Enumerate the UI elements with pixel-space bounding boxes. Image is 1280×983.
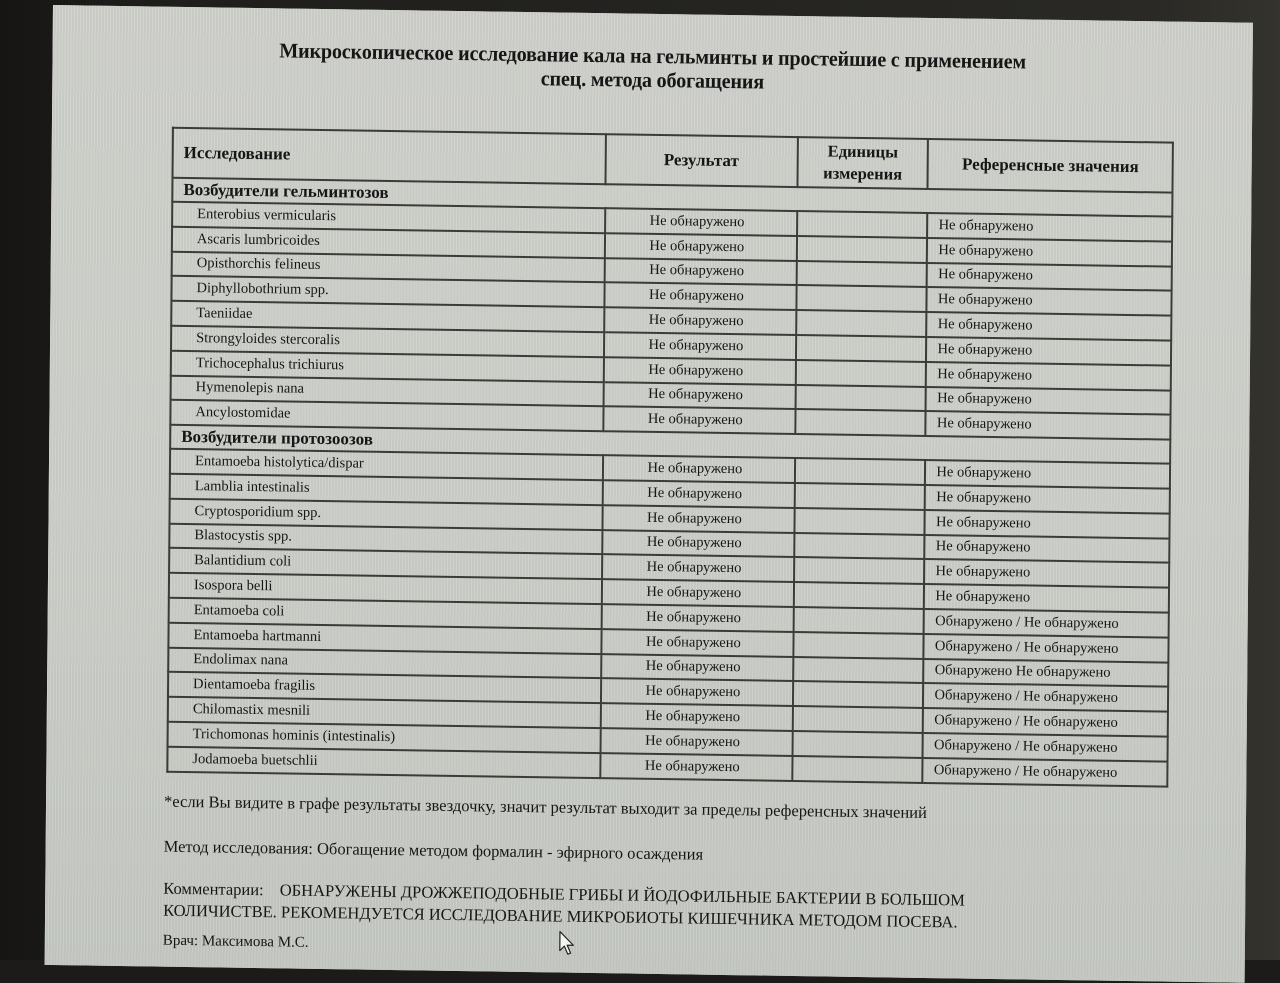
result-value: Не обнаружено	[601, 604, 793, 632]
units-value	[797, 236, 928, 263]
units-value	[793, 681, 924, 708]
reference-value: Обнаружено / Не обнаружено	[923, 708, 1168, 736]
units-value	[793, 632, 924, 659]
result-value: Не обнаружено	[601, 654, 793, 682]
pathogen-name: Isospora belli	[169, 573, 602, 604]
units-value	[797, 211, 928, 238]
result-value: Не обнаружено	[605, 208, 797, 236]
title-line-2: спец. метода обогащения	[540, 66, 765, 94]
pathogen-name: Strongyloides stercoralis	[171, 326, 604, 357]
pathogen-name: Dientamoeba fragilis	[168, 672, 601, 703]
reference-value: Не обнаружено	[925, 485, 1170, 513]
reference-value: Обнаружено / Не обнаружено	[924, 609, 1169, 637]
units-value	[796, 335, 927, 362]
reference-value: Не обнаружено	[926, 387, 1171, 415]
reference-value: Не обнаружено	[925, 535, 1170, 563]
reference-value: Не обнаружено	[924, 559, 1169, 587]
table-body	[167, 178, 1172, 786]
result-value: Не обнаружено	[604, 307, 796, 335]
reference-value: Не обнаружено	[925, 460, 1170, 488]
result-value: Не обнаружено	[603, 382, 795, 410]
result-value: Не обнаружено	[602, 505, 794, 533]
result-value: Не обнаружено	[600, 753, 792, 781]
section-title: Возбудители протозоозов	[170, 425, 1170, 464]
method-label: Метод исследования:	[163, 836, 314, 858]
reference-value: Не обнаружено	[926, 411, 1171, 439]
units-value	[794, 557, 925, 584]
reference-value: Не обнаружено	[927, 238, 1172, 266]
reference-value: Обнаружено / Не обнаружено	[923, 758, 1168, 786]
result-value: Не обнаружено	[602, 555, 794, 583]
mouse-pointer-icon	[558, 931, 578, 957]
header-units-line-1: Единицы	[827, 141, 899, 162]
pathogen-name: Endolimax nana	[168, 647, 601, 678]
result-value: Не обнаружено	[603, 407, 795, 435]
units-value	[796, 285, 927, 312]
result-value: Не обнаружено	[604, 283, 796, 311]
doctor-line	[163, 933, 309, 952]
units-value	[792, 756, 923, 783]
pathogen-name: Lamblia intestinalis	[170, 474, 603, 505]
units-value	[793, 607, 924, 634]
pathogen-name: Ancylostomidae	[170, 400, 603, 431]
result-value: Не обнаружено	[600, 728, 792, 756]
result-value: Не обнаружено	[604, 233, 796, 261]
reference-value: Не обнаружено	[927, 263, 1172, 291]
comments-block	[163, 878, 1063, 935]
method-value: Обогащение методом формалин - эфирного осаждения	[316, 838, 704, 864]
pathogen-name: Hymenolepis nana	[171, 375, 604, 406]
result-value: Не обнаружено	[602, 455, 794, 483]
pathogen-name: Enterobius vermicularis	[172, 202, 605, 233]
reference-value: Не обнаружено	[926, 337, 1171, 365]
result-value: Не обнаружено	[602, 530, 794, 558]
reference-value: Не обнаружено	[928, 213, 1173, 241]
title-line-1: Микроскопическое исследование кала на гельминты и простейшие с применением	[279, 38, 1027, 74]
units-value	[796, 261, 927, 288]
result-value: Не обнаружено	[602, 480, 794, 508]
pathogen-name: Diphyllobothrium spp.	[171, 276, 604, 307]
units-value	[795, 360, 926, 387]
pathogen-name: Entamoeba coli	[169, 598, 602, 629]
header-units	[797, 137, 928, 189]
units-value	[794, 508, 925, 535]
reference-value: Не обнаружено	[926, 362, 1171, 390]
reference-value: Не обнаружено	[925, 510, 1170, 538]
reference-value: Обнаружено / Не обнаружено	[924, 634, 1169, 662]
units-value	[792, 731, 923, 758]
reference-value: Не обнаружено	[924, 584, 1169, 612]
reference-value: Обнаружено / Не обнаружено	[923, 733, 1168, 761]
pathogen-name: Taeniidae	[171, 301, 604, 332]
units-value	[792, 706, 923, 733]
document-title	[76, 35, 1228, 100]
result-value: Не обнаружено	[601, 579, 793, 607]
pathogen-name: Entamoeba histolytica/dispar	[170, 449, 603, 480]
document-screen	[45, 5, 1253, 983]
pathogen-name: Ascaris lumbricoides	[172, 227, 605, 258]
pathogen-name: Cryptosporidium spp.	[169, 499, 602, 530]
method-line	[164, 837, 704, 865]
units-value	[795, 409, 926, 436]
comments-label: Комментарии:	[163, 878, 264, 900]
units-value	[795, 385, 926, 412]
pathogen-name: Chilomastix mesnili	[168, 697, 601, 728]
comments-value: ОБНАРУЖЕНЫ ДРОЖЖЕПОДОБНЫЕ ГРИБЫ И ЙОДОФИЛЬНЫЕ БАКТЕРИИ В БОЛЬШОМ КОЛИЧИСТВЕ. РЕКОМЕНДУЕТСЯ ИССЛЕДОВАНИЕ МИКРОБИОТЫ КИШЕЧНИКА МЕТОДОМ ПОСЕВА.	[163, 880, 965, 932]
reference-value: Обнаружено Не обнаружено	[924, 658, 1169, 686]
pathogen-name: Opisthorchis felineus	[172, 251, 605, 282]
result-value: Не обнаружено	[601, 629, 793, 657]
doctor-label: Врач:	[162, 932, 199, 950]
header-test: Исследование	[173, 128, 606, 184]
result-value: Не обнаружено	[603, 357, 795, 385]
header-result: Результат	[605, 134, 798, 187]
results-table	[166, 127, 1174, 787]
pathogen-name: Trichocephalus trichiurus	[171, 351, 604, 382]
result-value: Не обнаружено	[600, 678, 792, 706]
doctor-name: Максимова М.С.	[201, 933, 309, 951]
units-value	[794, 582, 925, 609]
reference-value: Не обнаружено	[927, 287, 1172, 315]
units-value	[793, 657, 924, 684]
asterisk-note: *если Вы видите в графе результаты звездочку, значит результат выходит за пределы референсных значений	[163, 791, 927, 822]
reference-value: Не обнаружено	[927, 312, 1172, 340]
units-value	[795, 458, 926, 485]
result-value: Не обнаружено	[603, 332, 795, 360]
result-value: Не обнаружено	[604, 258, 796, 286]
header-reference: Референсные значения	[928, 139, 1173, 193]
pathogen-name: Entamoeba hartmanni	[168, 622, 601, 653]
units-value	[794, 483, 925, 510]
pathogen-name: Blastocystis spp.	[169, 523, 602, 554]
pathogen-name: Trichomonas hominis (intestinalis)	[168, 722, 601, 753]
units-value	[794, 533, 925, 560]
header-units-line-2: измерения	[823, 163, 903, 184]
units-value	[796, 310, 927, 337]
reference-value: Обнаружено / Не обнаружено	[923, 683, 1168, 711]
pathogen-name: Jodamoeba buetschlii	[167, 746, 600, 777]
result-value: Не обнаружено	[600, 703, 792, 731]
pathogen-name: Balantidium coli	[169, 548, 602, 579]
section-title: Возбудители гельминтозов	[172, 178, 1172, 217]
